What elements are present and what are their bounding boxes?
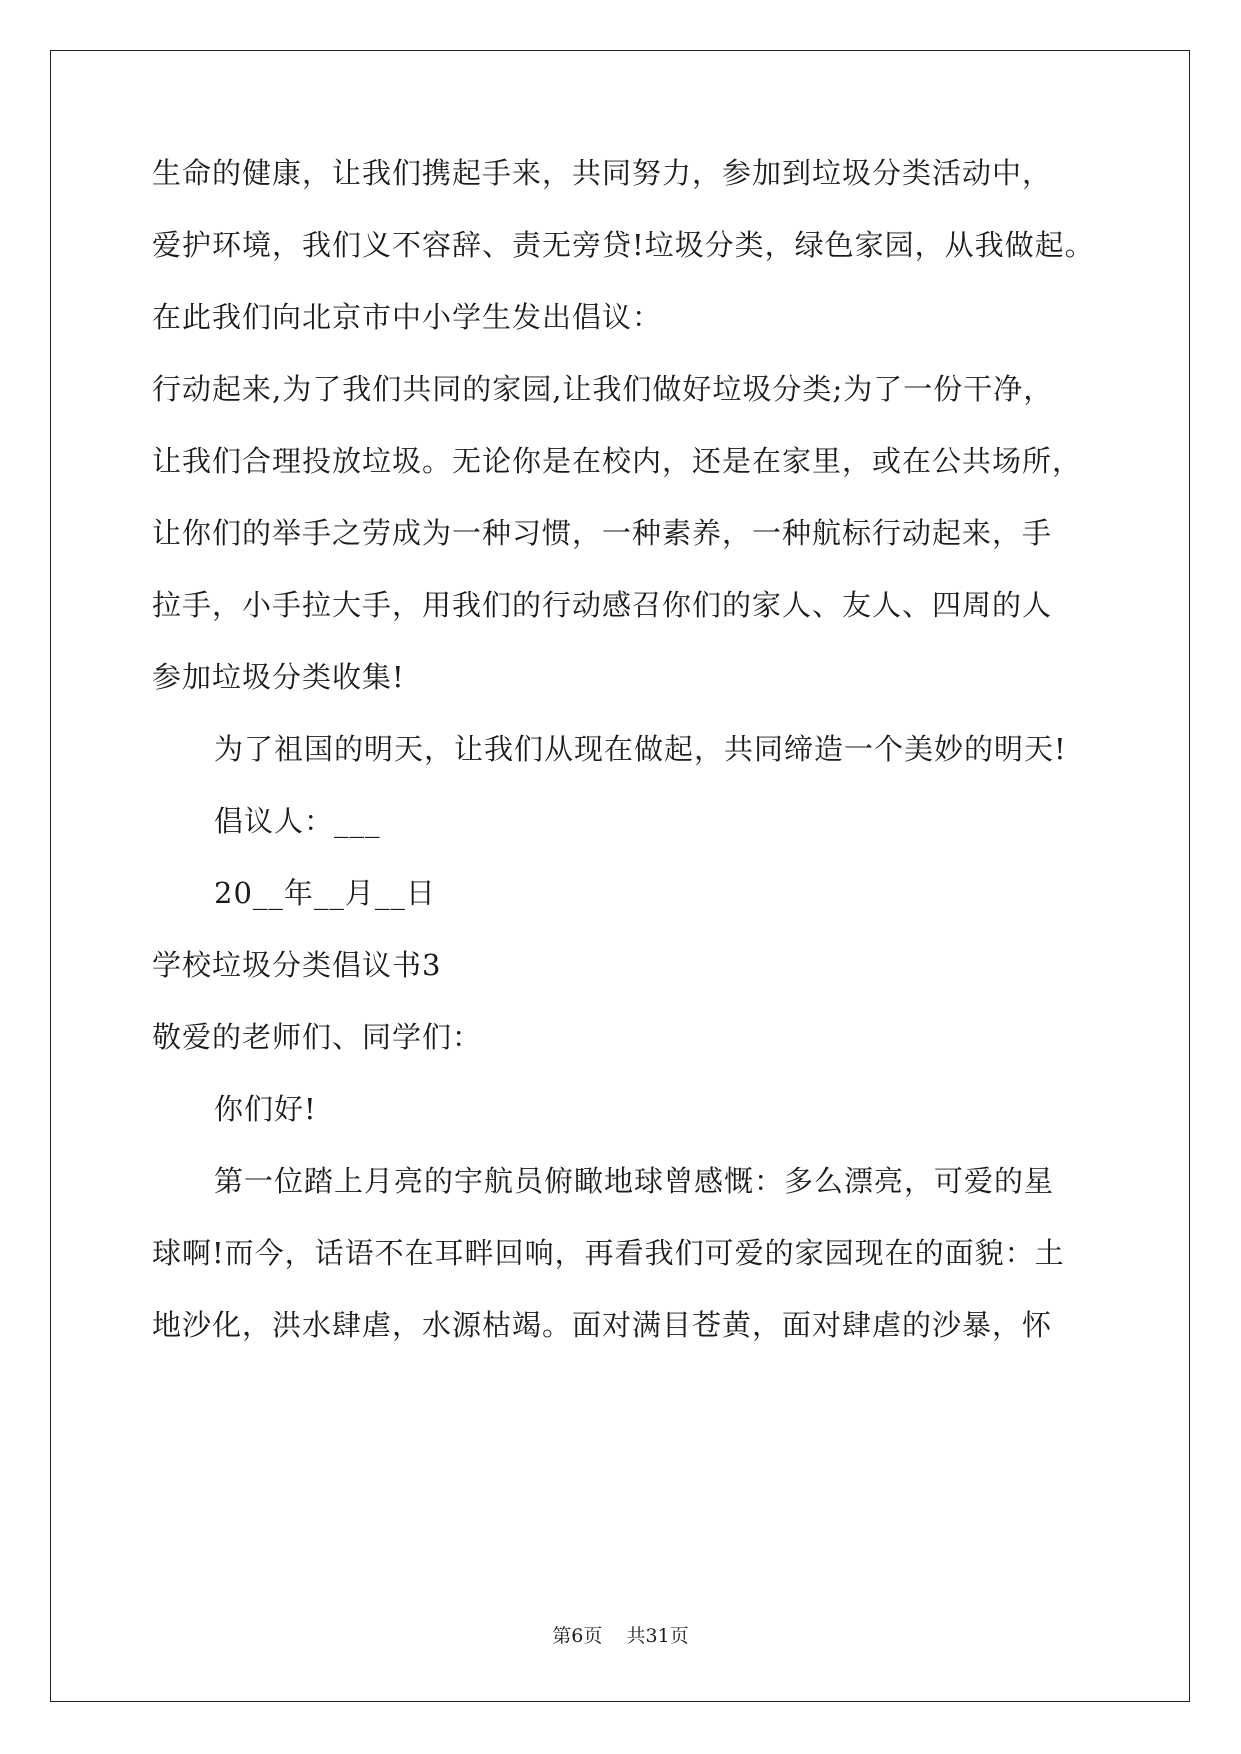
body-line: 参加垃圾分类收集!	[152, 660, 405, 694]
page-footer	[0, 1624, 1241, 1648]
page-number: 第6页	[552, 1625, 603, 1647]
body-line: 爱护环境，我们义不容辞、责无旁贷!垃圾分类，绿色家园，从我做起。	[152, 228, 1095, 262]
body-line: 地沙化，洪水肆虐，水源枯竭。面对满目苍黄，面对肆虐的沙暴，怀	[152, 1308, 1053, 1342]
date-line: 20__年__月__日	[214, 876, 436, 910]
salutation: 敬爱的老师们、同学们：	[152, 1020, 483, 1054]
body-line: 让你们的举手之劳成为一种习惯，一种素养，一种航标行动起来，手	[152, 516, 1053, 550]
body-line: 第一位踏上月亮的宇航员俯瞰地球曾感慨：多么漂亮，可爱的星	[214, 1164, 1055, 1198]
body-line: 让我们合理投放垃圾。无论你是在校内，还是在家里，或在公共场所，	[152, 444, 1083, 478]
section-title: 学校垃圾分类倡议书3	[152, 948, 442, 982]
body-line: 拉手，小手拉大手，用我们的行动感召你们的家人、友人、四周的人	[152, 588, 1053, 622]
signature-line: 倡议人：___	[214, 804, 381, 838]
body-line: 为了祖国的明天，让我们从现在做起，共同缔造一个美妙的明天!	[214, 732, 1067, 766]
body-line: 球啊!而今，话语不在耳畔回响，再看我们可爱的家园现在的面貌：土	[152, 1236, 1065, 1270]
body-line: 在此我们向北京市中小学生发出倡议：	[152, 300, 663, 334]
body-line: 生命的健康，让我们携起手来，共同努力，参加到垃圾分类活动中，	[152, 156, 1053, 190]
body-line: 行动起来,为了我们共同的家园,让我们做好垃圾分类;为了一份干净，	[152, 372, 1054, 406]
page-total: 共31页	[626, 1625, 689, 1647]
greeting: 你们好!	[214, 1092, 317, 1126]
